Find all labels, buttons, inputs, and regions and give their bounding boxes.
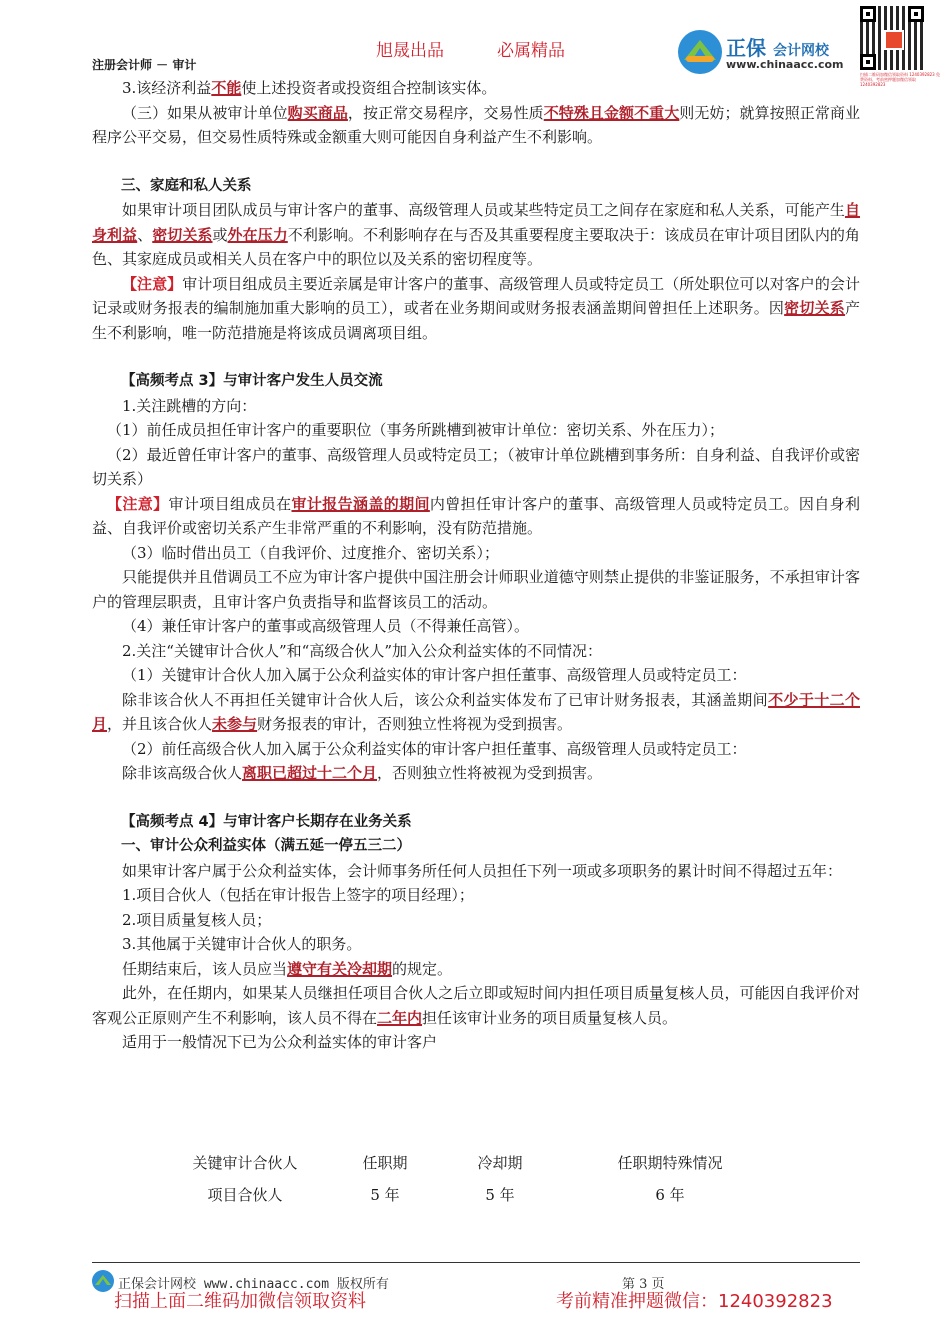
list-item: （4）兼任审计客户的董事或高级管理人员（不得兼任高管）。: [122, 617, 530, 635]
emphasis: 不特殊且金额不重大: [543, 103, 680, 122]
footer-copyright: 正保会计网校 www.chinaacc.com 版权所有: [118, 1277, 389, 1292]
note-paragraph: 【注意】审计项目组成员在审计报告涵盖的期间内曾担任审计客户的董事、高级管理人员或特定员工。因自身利益、自我评价或密切关系产生非常严重的不利影响，没有防范措施。: [92, 494, 860, 537]
course-title: 注册会计师 － 审计: [92, 58, 197, 72]
logo-brand: 正保: [726, 36, 766, 60]
list-item: 2.关注“关键审计合伙人”和“高级合伙人”加入公众利益实体的不同情况：: [122, 641, 602, 660]
footer-logo-icon: [92, 1270, 114, 1292]
logo-sub: 会计网校: [772, 43, 829, 59]
table-cell: 项目合伙人: [207, 1185, 283, 1204]
table-header-cell: 关键审计合伙人: [192, 1153, 298, 1172]
key-point-heading: 【高频考点 4】与审计客户长期存在业务关系: [121, 813, 412, 830]
emphasis: 不能: [211, 79, 242, 97]
section-heading: 一、审计公众利益实体（满五延一停五三二）: [121, 838, 411, 854]
paragraph: 任期结束后，该人员应当遵守有关冷却期的规定。: [122, 959, 453, 978]
paragraph: （三）如果从被审计单位购买商品，按正常交易程序，交易性质不特殊且金额不重大则无妨；就算按照正常商业程序公平交易，但交易性质特殊或金额重大则可能因自身利益产生不利影响。: [92, 103, 860, 146]
logo-mark-icon: [678, 30, 722, 74]
emphasis: 二年内: [377, 1008, 423, 1027]
emphasis: 审计报告涵盖的期间: [291, 494, 430, 513]
emphasis: 遵守有关冷却期: [287, 959, 393, 978]
paragraph: 此外，在任期内，如果某人员继担任项目合伙人之后立即或短时间内担任项目质量复核人员，可能因自我评价对客观公正原则产生不利影响，该人员不得在二年内担任该审计业务的项目质量复核人员。: [92, 984, 860, 1027]
list-item: 1.关注跳槽的方向：: [122, 396, 257, 415]
table-cell: 5 年: [370, 1185, 400, 1204]
qr-code: [860, 6, 940, 87]
table-cell: 6 年: [655, 1185, 685, 1204]
emphasis: 未参与: [212, 715, 258, 733]
table-cell: 5 年: [485, 1185, 515, 1204]
note-tag: 【注意】: [107, 494, 169, 513]
paragraph: 3.该经济利益不能使上述投资者或投资组合控制该实体。: [122, 79, 497, 97]
emphasis: 不少于十二个月: [92, 690, 860, 733]
list-item: （3）临时借出员工（自我评价、过度推介、密切关系）；: [122, 543, 500, 562]
note-paragraph: 【注意】审计项目组成员主要近亲属是审计客户的董事、高级管理人员或特定员工（所处职位可以对客户的会计记录或财务报表的编制施加重大影响的员工），或者在业务期间或财务报表涵盖期间曾担任上述职务。因密切关系产生不利影响，唯一防范措施是将该成员调离项目组。: [92, 274, 860, 342]
list-item: 1.项目合伙人（包括在审计报告上签字的项目经理）；: [122, 886, 474, 904]
section-heading: 三、家庭和私人关系: [121, 177, 252, 194]
header-slogan-right: 必属精品: [497, 41, 565, 61]
table-header-row: [170, 1146, 790, 1178]
footer-scan-text: 扫描上面二维码加微信领取资料: [114, 1291, 366, 1312]
footer-wechat-text: 考前精准押题微信：1240392823: [556, 1291, 833, 1312]
list-item: 3.其他属于关键审计合伙人的职务。: [122, 935, 362, 953]
qr-note: 扫描二维码加微信领取资料 1240392823 免费资料、考前密押题加微信领取 1240392823: [860, 72, 940, 87]
key-point-heading: 【高频考点 3】与审计客户发生人员交流: [121, 373, 383, 389]
note-tag: 【注意】: [122, 274, 183, 293]
chinaacc-logo: [678, 26, 858, 76]
paragraph: 除非该合伙人不再担任关键审计合伙人后，该公众利益实体发布了已审计财务报表，其涵盖期间不少于十二个月，并且该合伙人未参与财务报表的审计，否则独立性将视为受到损害。: [92, 690, 860, 733]
header-slogan-left: 旭晟出品: [376, 41, 444, 61]
paragraph: 如果审计客户属于公众利益实体，会计师事务所任何人员担任下列一项或多项职务的累计时间不得超过五年：: [122, 861, 843, 880]
document-body: [92, 76, 860, 1055]
list-item: （1）关键审计合伙人加入属于公众利益实体的审计客户担任董事、高级管理人员或特定员工：: [122, 666, 747, 684]
cooling-period-table: [170, 1146, 790, 1210]
paragraph: 如果审计项目团队成员与审计客户的董事、高级管理人员或某些特定员工之间存在家庭和私人关系，可能产生自身利益、密切关系或外在压力不利影响。不利影响存在与否及其重要程度主要取决于：该成员在审计项目团队内的角色、其家庭成员或相关人员在客户中的职位以及关系的密切程度等。: [92, 201, 860, 268]
emphasis: 购买商品: [287, 103, 348, 122]
emphasis: 密切关系: [784, 299, 845, 317]
table-header-cell: 任职期特殊情况: [617, 1153, 723, 1172]
list-item: 2.项目质量复核人员；: [122, 910, 272, 929]
paragraph: 除非该高级合伙人离职已超过十二个月，否则独立性将被视为受到损害。: [122, 764, 603, 782]
table-header-cell: 冷却期: [477, 1153, 523, 1172]
emphasis: 自身利益: [92, 201, 860, 244]
list-item: （2）最近曾任审计客户的董事、高级管理人员或特定员工；（被审计单位跳槽到事务所：自身利益、自我评价或密切关系）: [92, 445, 860, 488]
emphasis: 密切关系: [152, 225, 213, 244]
table-caption: 适用于一般情况下已为公众利益实体的审计客户: [122, 1033, 438, 1051]
footer-divider: [92, 1262, 860, 1263]
table-header-cell: 任职期: [362, 1153, 408, 1172]
list-item: （2）前任高级合伙人加入属于公众利益实体的审计客户担任董事、高级管理人员或特定员工：: [122, 739, 747, 758]
emphasis: 离职已超过十二个月: [242, 764, 378, 782]
paragraph: 只能提供并且借调员工不应为审计客户提供中国注册会计师职业道德守则禁止提供的非鉴证服务，不承担审计客户的管理层职责，且审计客户负责指导和监督该员工的活动。: [92, 568, 860, 611]
emphasis: 外在压力: [227, 225, 288, 244]
table-row: [170, 1178, 790, 1210]
logo-url: www.chinaacc.com: [726, 58, 844, 71]
list-item: （1）前任成员担任审计客户的重要职位（事务所跳槽到被审计单位：密切关系、外在压力）；: [107, 421, 725, 439]
page-number: 第 3 页: [622, 1277, 665, 1292]
